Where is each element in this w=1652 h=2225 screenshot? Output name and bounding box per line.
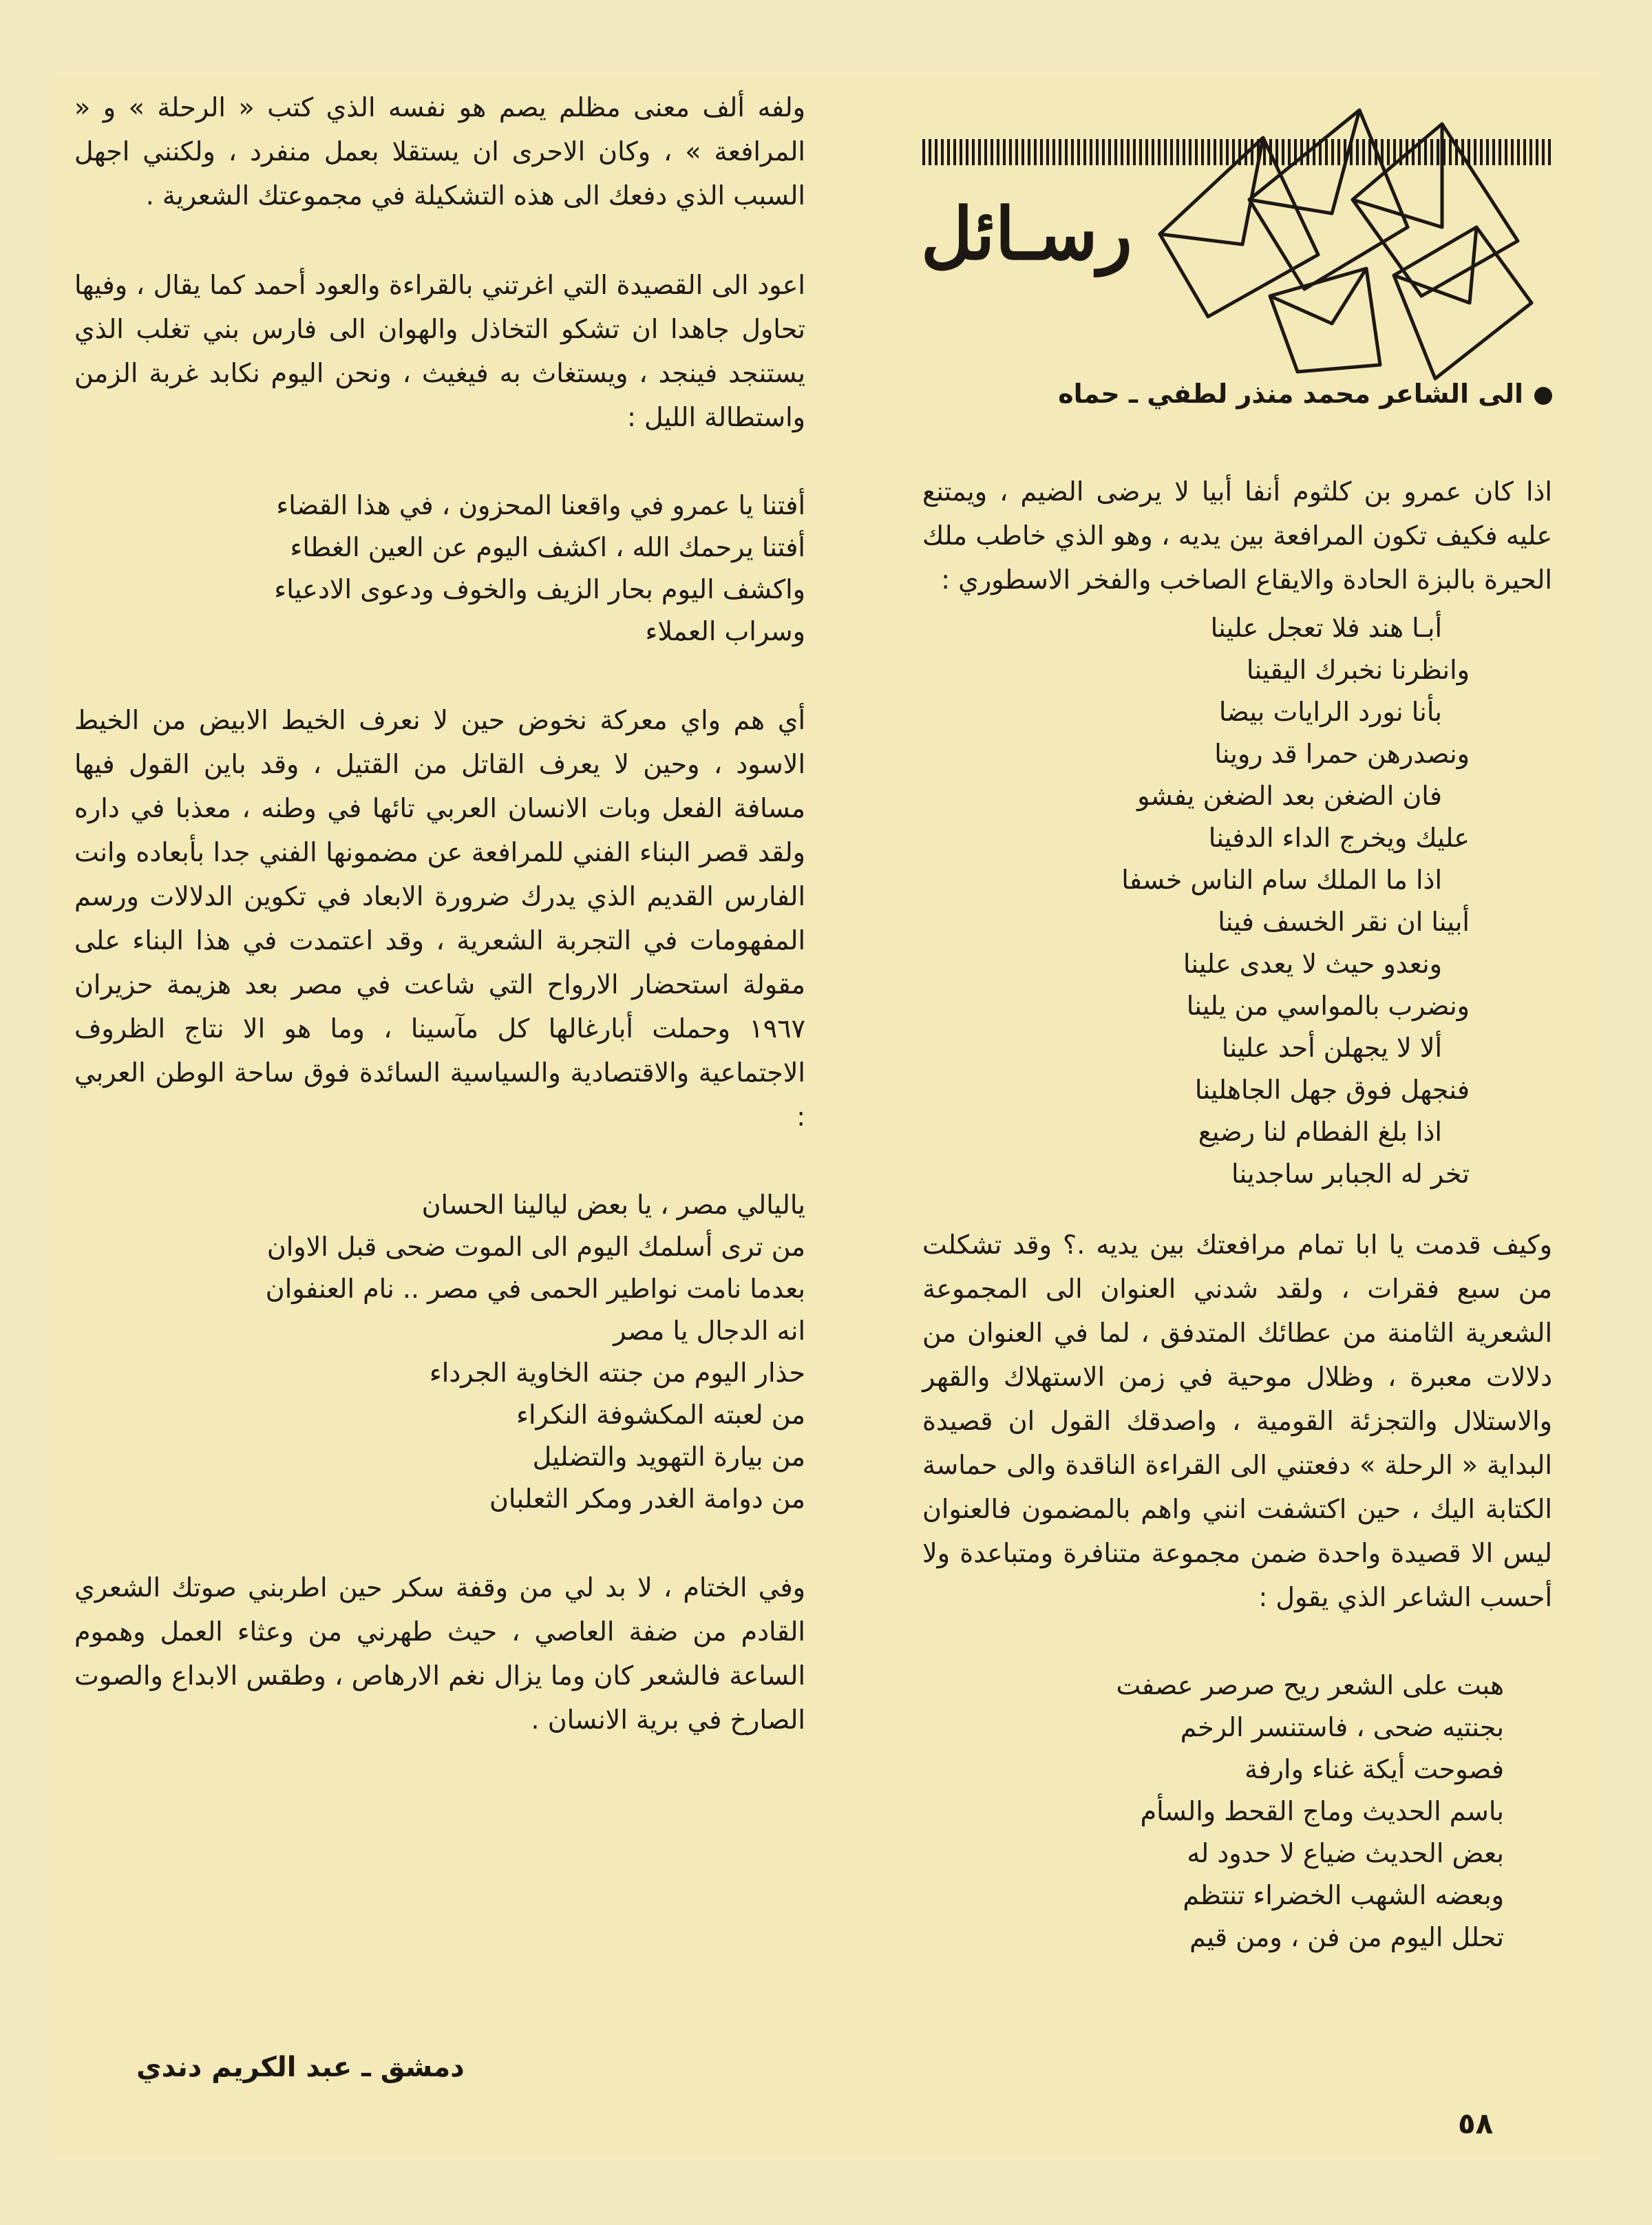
poem-verse: فنجهل فوق جهل الجاهلينا xyxy=(1194,1075,1470,1105)
poem-verse: ألا لا يجهلن أحد علينا xyxy=(1221,1033,1442,1063)
poem-verse: وانظرنا نخبرك اليقينا xyxy=(1246,655,1470,685)
quote-line: حذار اليوم من جنته الخاوية الجرداء xyxy=(429,1358,805,1388)
page-number: ٥٨ xyxy=(1458,2107,1494,2140)
quote-one xyxy=(74,485,805,653)
recipient-text: الى الشاعر محمد منذر لطفي ـ حماه xyxy=(1058,379,1523,409)
poem-verse: اذا بلغ الفطام لنا رضيع xyxy=(1198,1117,1442,1147)
right-body xyxy=(922,470,1552,1959)
poem-verse: عليك ويخرج الداء الدفينا xyxy=(1208,823,1470,853)
left-column xyxy=(74,85,805,1742)
quote-line: بعدما نامت نواطير الحمى في مصر .. نام العنفوان xyxy=(265,1274,805,1304)
poem-verse: هبت على الشعر ريح صرصر عصفت xyxy=(1116,1670,1504,1700)
quote-line: واكشف اليوم بحار الزيف والخوف ودعوى الادعياء xyxy=(274,574,805,604)
poem-verse: وبعضه الشهب الخضراء تنتظم xyxy=(1183,1880,1504,1910)
quote-line: انه الدجال يا مصر xyxy=(613,1316,805,1346)
section-title: رسـائل xyxy=(920,191,1132,276)
quote-two xyxy=(74,1184,805,1520)
quote-line: من ترى أسلمك اليوم الى الموت ضحى قبل الاوان xyxy=(266,1232,805,1262)
modern-poem xyxy=(922,1665,1552,1959)
recipient-heading xyxy=(1058,379,1552,409)
envelopes-illustration xyxy=(1146,96,1552,386)
poem-verse: بجنتيه ضحى ، فاستنسر الرخم xyxy=(1180,1712,1504,1742)
section-header xyxy=(922,76,1552,434)
quote-line: من لعبته المكشوفة النكراء xyxy=(516,1400,805,1430)
signature: دمشق ـ عبد الكريم دندي xyxy=(136,2052,465,2083)
paragraph-d: وفي الختام ، لا بد لي من وقفة سكر حين اطربني صوتك الشعري القادم من ضفة العاصي ، حيث طهرني من وعثاء العمل وهموم الساعة فالشعر كان وما يزال نغم الارهاص ، وطقس الابداع والصوت الصارخ في برية الانسان . xyxy=(74,1572,805,1735)
poem-verse: بأنا نورد الرايات بيضا xyxy=(1218,697,1442,727)
paragraph-b: اعود الى القصيدة التي اغرتني بالقراءة والعود أحمد كما يقال ، وفيها تحاول جاهدا ان تشكو التخاذل والهوان الى فارس بني تغلب الذي يستنجد فينجد ، ويستغاث به فيغيث ، ونحن اليوم نكابد غربة الزمن واستطالة الليل : xyxy=(74,270,805,432)
quote-line: أفتنا يرحمك الله ، اكشف اليوم عن العين الغطاء xyxy=(290,532,805,562)
continuation-paragraph: ولفه ألف معنى مظلم يصم هو نفسه الذي كتب « الرحلة » و « المرافعة » ، وكان الاحرى ان يستقلا بعمل منفرد ، ولكنني اجهل السبب الذي دفعك الى هذه التشكيلة في مجموعتك الشعرية . xyxy=(74,92,805,211)
poem-verse: بعض الحديث ضياع لا حدود له xyxy=(1187,1838,1504,1868)
magazine-page xyxy=(54,76,1600,2155)
poem-verse: باسم الحديث وماج القحط والسأم xyxy=(1140,1796,1504,1826)
quote-line: من بيارة التهويد والتضليل xyxy=(532,1442,805,1472)
quote-line: وسراب العملاء xyxy=(645,616,805,646)
quote-line: ياليالي مصر ، يا بعض ليالينا الحسان xyxy=(421,1190,805,1220)
poem-verse: فصوحت أيكة غناء وارفة xyxy=(1245,1754,1504,1784)
poem-verse: تخر له الجبابر ساجدينا xyxy=(1231,1159,1470,1189)
paragraph-c: أي هم واي معركة نخوض حين لا نعرف الخيط الابيض من الخيط الاسود ، وحين لا يعرف القاتل من القتيل ، وقد باين القول فيها مسافة الفعل وبات الانسان العربي تائها في وطنه ، معذبا في داره ولقد قصر البناء الفني للمرافعة عن مضمونها الفني جدا بأبعاده وانت الفارس القديم الذي يدرك ضرورة الابعاد في تكوين الدلالات ورسم المفهومات في التجربة الشعرية ، وقد اعتمدت في هذا البناء على مقولة استحضار الارواح التي شاعت في مصر بعد هزيمة حزيران ١٩٦٧ وحملت أبارغالها كل مآسينا ، وما هو الا نتاج الظروف الاجتماعية والاقتصادية والسياسية السائدة فوق ساحة الوطن العربي : xyxy=(74,705,805,1132)
classic-poem xyxy=(922,607,1552,1195)
poem-verse: اذا ما الملك سام الناس خسفا xyxy=(1121,865,1442,895)
poem-verse: تحلل اليوم من فن ، ومن قيم xyxy=(1189,1922,1504,1952)
poem-verse: ونعدو حيث لا يعدى علينا xyxy=(1183,949,1442,979)
poem-verse: ونضرب بالمواسي من يلينا xyxy=(1186,991,1470,1021)
quote-line: من دوامة الغدر ومكر الثعلبان xyxy=(489,1484,805,1514)
bullet-icon xyxy=(1534,387,1552,405)
poem-verse: أبـا هند فلا تعجل علينا xyxy=(1210,613,1442,643)
intro-paragraph: اذا كان عمرو بن كلثوم أنفا أبيا لا يرضى الضيم ، ويمتنع عليه فكيف تكون المرافعة بين يديه ، وهو الذي خاطب ملك الحيرة بالبزة الحادة والايقاع الصاخب والفخر الاسطوري : xyxy=(922,476,1552,595)
quote-line: أفتنا يا عمرو في واقعنا المحزون ، في هذا القضاء xyxy=(276,490,805,520)
poem-verse: ونصدرهن حمرا قد روينا xyxy=(1214,739,1470,769)
paragraph-two: وكيف قدمت يا ابا تمام مرافعتك بين يديه .؟ وقد تشكلت من سبع فقرات ، ولقد شدني العنوان الى المجموعة الشعرية الثامنة من عطائك المتدفق ، لما في العنوان من دلالات معبرة ، وظلال موحية في زمن الاستهلاك والقهر والاستلال والتجزئة القومية ، واصدقك القول ان قصيدة البداية « الرحلة » دفعتني الى القراءة الناقدة والى حماسة الكتابة اليك ، حين اكتشفت انني واهم بالمضمون فالعنوان ليس الا قصيدة واحدة ضمن مجموعة متنافرة ومتباعدة ولا أحسب الشاعر الذي يقول : xyxy=(922,1230,1552,1612)
poem-verse: أبينا ان نقر الخسف فينا xyxy=(1218,907,1470,937)
poem-verse: فان الضغن بعد الضغن يفشو xyxy=(1137,781,1442,811)
